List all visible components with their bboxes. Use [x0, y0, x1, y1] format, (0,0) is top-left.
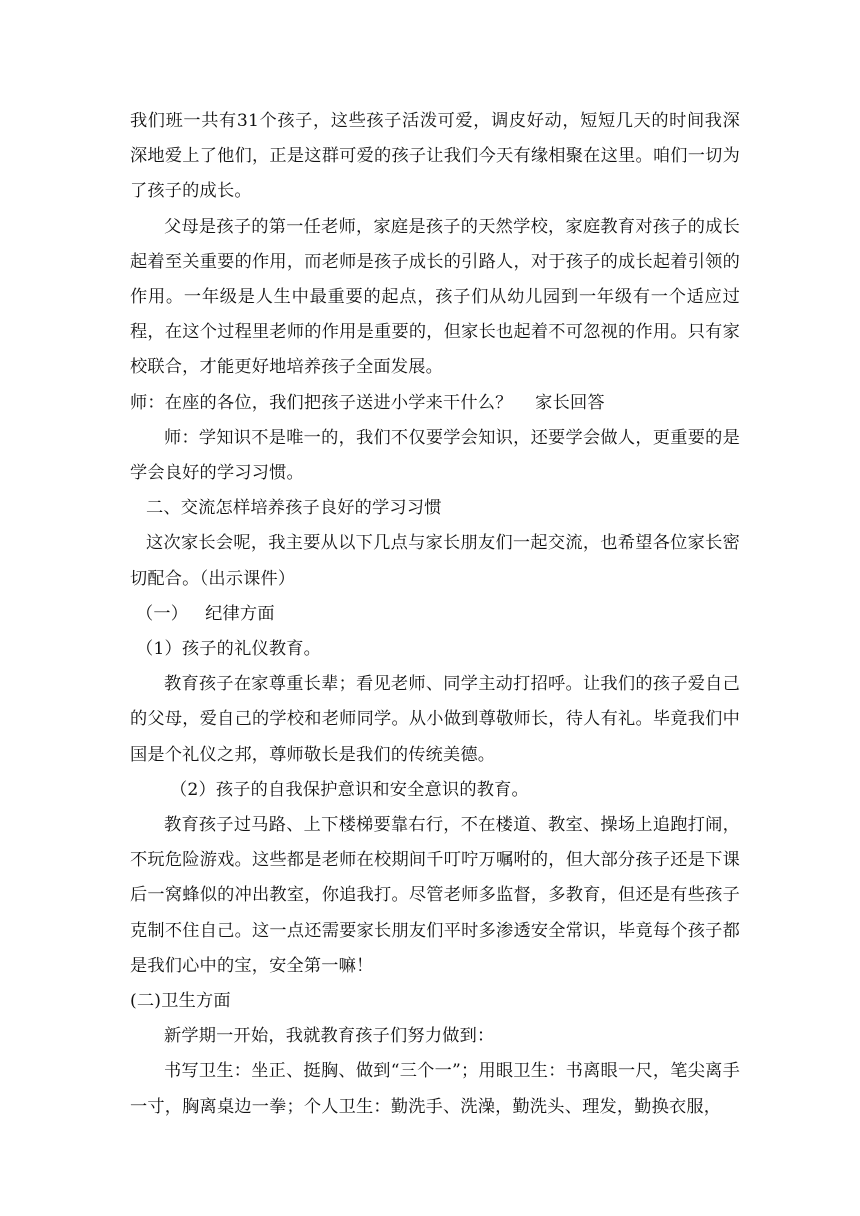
paragraph-hygiene-intro: 新学期一开始，我就教育孩子们努力做到： — [164, 1026, 495, 1047]
paragraph-teacher-question: 师：在座的各位，我们把孩子送进小学来干什么？ 家长回答 — [130, 392, 605, 413]
subheading-etiquette: （1）孩子的礼仪教育。 — [136, 639, 322, 660]
paragraph-class-intro: 我们班一共有31个孩子，这些孩子活泼可爱，调皮好动，短短几天的时间我深深地爱上了他们，正是这群可爱的孩子让我们今天有缘相聚在这里。咱们一切为了孩子的成长。 — [130, 111, 740, 202]
paragraph-etiquette: 教育孩子在家尊重长辈；看见老师、同学主动打招呼。让我们的孩子爱自己的父母，爱自己的学校和老师同学。从小做到尊敬师长，待人有礼。毕竟我们中国是个礼仪之邦，尊师敬长是我们的传统美德。 — [130, 674, 740, 765]
paragraph-hygiene-details: 书写卫生：坐正、挺胸、做到“三个一”；用眼卫生：书离眼一尺，笔尖离手一寸，胸离桌边一拳；个人卫生：勤洗手、洗澡，勤洗头、理发，勤换衣服， — [130, 1061, 740, 1117]
paragraph-parents-role: 父母是孩子的第一任老师，家庭是孩子的天然学校，家庭教育对孩子的成长起着至关重要的作用，而老师是孩子成长的引路人，对于孩子的成长起着引领的作用。一年级是人生中最重要的起点，孩子们从幼儿园到一年级有一个适应过程，在这个过程里老师的作用是重要的，但家长也起着不可忽视的作用。只有家校联合，才能更好地培养孩子全面发展。 — [130, 216, 740, 378]
subheading-discipline: （一） 纪律方面 — [136, 603, 275, 624]
paragraph-teacher-answer: 师：学知识不是唯一的，我们不仅要学会知识，还要学会做人，更重要的是学会良好的学习习惯。 — [130, 427, 740, 484]
document-body — [130, 104, 740, 1125]
section-heading-habits: 二、交流怎样培养孩子良好的学习习惯 — [146, 498, 442, 519]
paragraph-meeting-intro: 这次家长会呢，我主要从以下几点与家长朋友们一起交流，也希望各位家长密切配合。（出示课件） — [130, 533, 740, 589]
subheading-hygiene: (二)卫生方面 — [130, 991, 231, 1012]
paragraph-safety: 教育孩子过马路、上下楼梯要靠右行，不在楼道、教室、操场上追跑打闹，不玩危险游戏。这些都是老师在校期间千叮咛万嘱咐的，但大部分孩子还是下课后一窝蜂似的冲出教室，你追我打。尽管老师多监督，多教育，但还是有些孩子克制不住自己。这一点还需要家长朋友们平时多渗透安全常识，毕竟每个孩子都是我们心中的宝，安全第一嘛！ — [130, 815, 740, 976]
subheading-safety: （2）孩子的自我保护意识和安全意识的教育。 — [170, 779, 529, 800]
